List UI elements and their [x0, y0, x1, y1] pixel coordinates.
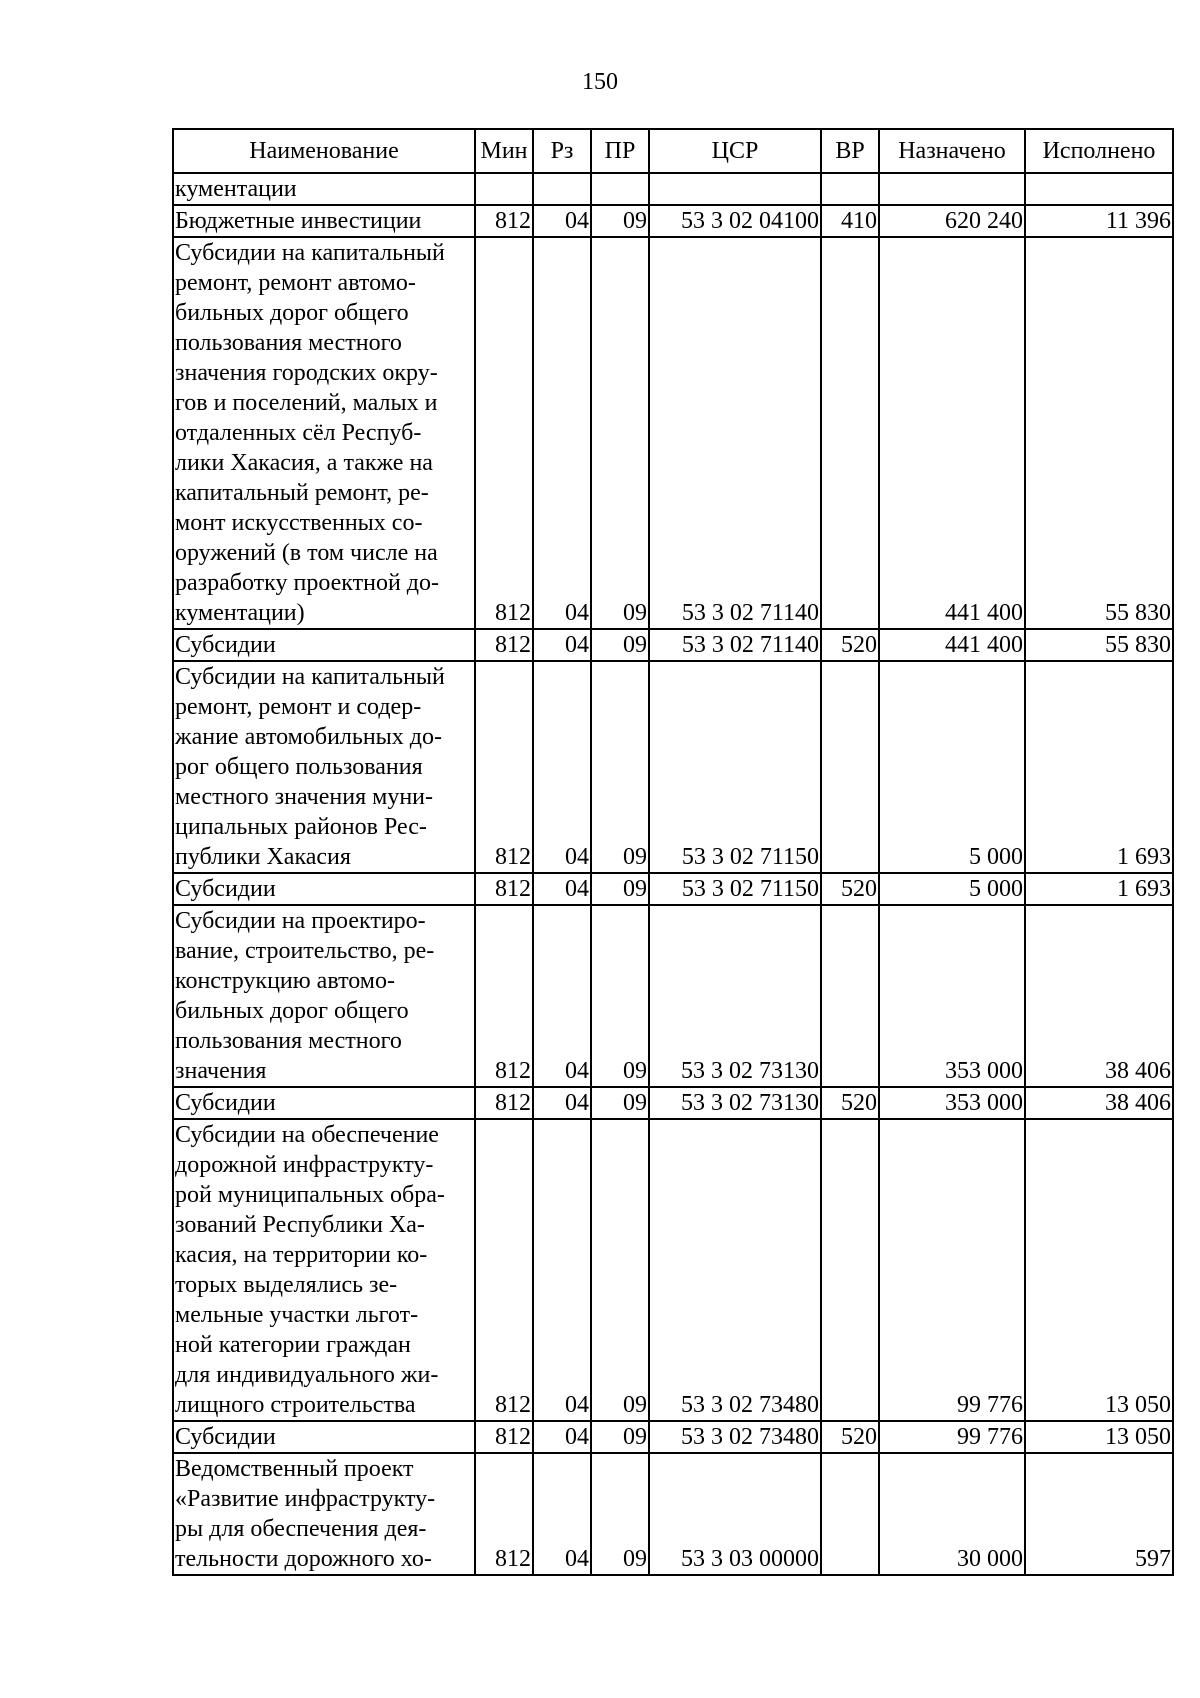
- col-header-vr: ВР: [821, 129, 879, 173]
- cell-rz: 04: [533, 1421, 591, 1453]
- table-row: [173, 629, 1173, 661]
- cell-pr: 09: [591, 905, 649, 1087]
- cell-assigned: 99 776: [879, 1119, 1025, 1421]
- cell-executed: [1025, 173, 1173, 205]
- header-row: [173, 129, 1173, 173]
- cell-pr: 09: [591, 237, 649, 629]
- cell-name: Субсидии: [173, 873, 475, 905]
- col-header-assigned: Назначено: [879, 129, 1025, 173]
- cell-min: 812: [475, 629, 533, 661]
- cell-rz: 04: [533, 873, 591, 905]
- cell-pr: 09: [591, 629, 649, 661]
- page-number: 150: [582, 69, 618, 95]
- cell-executed: 597: [1025, 1453, 1173, 1575]
- cell-executed: 55 830: [1025, 237, 1173, 629]
- cell-name: Субсидии: [173, 629, 475, 661]
- table-row: [173, 1453, 1173, 1575]
- cell-assigned: 620 240: [879, 205, 1025, 237]
- cell-assigned: 99 776: [879, 1421, 1025, 1453]
- cell-rz: 04: [533, 237, 591, 629]
- cell-assigned: 353 000: [879, 905, 1025, 1087]
- cell-assigned: 5 000: [879, 661, 1025, 873]
- cell-executed: 38 406: [1025, 905, 1173, 1087]
- cell-min: 812: [475, 237, 533, 629]
- cell-vr: 520: [821, 1087, 879, 1119]
- cell-min: 812: [475, 661, 533, 873]
- cell-csr: [649, 173, 821, 205]
- cell-csr: 53 3 02 73130: [649, 905, 821, 1087]
- cell-pr: 09: [591, 205, 649, 237]
- cell-vr: 520: [821, 1421, 879, 1453]
- cell-rz: 04: [533, 661, 591, 873]
- cell-min: 812: [475, 873, 533, 905]
- table-row: [173, 205, 1173, 237]
- cell-min: [475, 173, 533, 205]
- cell-rz: [533, 173, 591, 205]
- table-row: [173, 173, 1173, 205]
- cell-vr: 520: [821, 629, 879, 661]
- cell-rz: 04: [533, 205, 591, 237]
- cell-executed: 11 396: [1025, 205, 1173, 237]
- cell-vr: [821, 905, 879, 1087]
- cell-csr: 53 3 02 71140: [649, 629, 821, 661]
- cell-assigned: 353 000: [879, 1087, 1025, 1119]
- cell-min: 812: [475, 1119, 533, 1421]
- cell-vr: 520: [821, 873, 879, 905]
- cell-pr: 09: [591, 873, 649, 905]
- cell-assigned: 441 400: [879, 629, 1025, 661]
- cell-min: 812: [475, 1087, 533, 1119]
- cell-csr: 53 3 02 71150: [649, 873, 821, 905]
- cell-rz: 04: [533, 629, 591, 661]
- cell-csr: 53 3 02 73480: [649, 1421, 821, 1453]
- cell-executed: 13 050: [1025, 1421, 1173, 1453]
- cell-csr: 53 3 03 00000: [649, 1453, 821, 1575]
- cell-executed: 38 406: [1025, 1087, 1173, 1119]
- cell-min: 812: [475, 1453, 533, 1575]
- cell-executed: 13 050: [1025, 1119, 1173, 1421]
- cell-executed: 1 693: [1025, 661, 1173, 873]
- cell-csr: 53 3 02 73130: [649, 1087, 821, 1119]
- table-row: [173, 661, 1173, 873]
- col-header-rz: Рз: [533, 129, 591, 173]
- cell-name: Субсидии: [173, 1087, 475, 1119]
- col-header-name: Наименование: [173, 129, 475, 173]
- cell-rz: 04: [533, 1119, 591, 1421]
- col-header-min: Мин: [475, 129, 533, 173]
- cell-csr: 53 3 02 71150: [649, 661, 821, 873]
- cell-name: Ведомственный проект «Развитие инфраструкту- ры для обеспечения дея- тельности дорожного хо-: [173, 1453, 475, 1575]
- table-row: [173, 1421, 1173, 1453]
- table-row: [173, 873, 1173, 905]
- table-row: [173, 1087, 1173, 1119]
- cell-pr: 09: [591, 661, 649, 873]
- col-header-pr: ПР: [591, 129, 649, 173]
- cell-rz: 04: [533, 905, 591, 1087]
- table-row: [173, 1119, 1173, 1421]
- cell-pr: 09: [591, 1453, 649, 1575]
- cell-csr: 53 3 02 04100: [649, 205, 821, 237]
- cell-assigned: 30 000: [879, 1453, 1025, 1575]
- cell-pr: 09: [591, 1087, 649, 1119]
- cell-name: Субсидии на проектиро- вание, строительство, ре- конструкцию автомо- бильных дорог общего пользования местного значения: [173, 905, 475, 1087]
- cell-assigned: 5 000: [879, 873, 1025, 905]
- cell-min: 812: [475, 205, 533, 237]
- cell-name: Субсидии на капитальный ремонт, ремонт автомо- бильных дорог общего пользования местного значения городских окру- гов и поселений, малых и отдаленных сёл Респуб- лики Хакасия, а также на капитальный ремонт, ре- монт искусственных со- оружений (в том числе на разработку проектной до- кументации): [173, 237, 475, 629]
- cell-name: Субсидии: [173, 1421, 475, 1453]
- cell-csr: 53 3 02 71140: [649, 237, 821, 629]
- cell-assigned: [879, 173, 1025, 205]
- cell-pr: 09: [591, 1421, 649, 1453]
- cell-pr: 09: [591, 1119, 649, 1421]
- cell-name: Субсидии на обеспечение дорожной инфраструкту- рой муниципальных обра- зований Республики Ха- касия, на территории ко- торых выделялись зе- мельные участки льгот- ной категории граждан для индивидуального жи- лищного строительства: [173, 1119, 475, 1421]
- cell-csr: 53 3 02 73480: [649, 1119, 821, 1421]
- cell-vr: [821, 237, 879, 629]
- cell-executed: 1 693: [1025, 873, 1173, 905]
- cell-vr: [821, 1119, 879, 1421]
- cell-executed: 55 830: [1025, 629, 1173, 661]
- cell-vr: [821, 1453, 879, 1575]
- cell-vr: 410: [821, 205, 879, 237]
- budget-table: [172, 128, 1174, 1576]
- cell-vr: [821, 661, 879, 873]
- cell-min: 812: [475, 1421, 533, 1453]
- cell-vr: [821, 173, 879, 205]
- cell-rz: 04: [533, 1087, 591, 1119]
- col-header-csr: ЦСР: [649, 129, 821, 173]
- table-row: [173, 237, 1173, 629]
- cell-name: кументации: [173, 173, 475, 205]
- cell-name: Бюджетные инвестиции: [173, 205, 475, 237]
- cell-rz: 04: [533, 1453, 591, 1575]
- col-header-executed: Исполнено: [1025, 129, 1173, 173]
- cell-pr: [591, 173, 649, 205]
- cell-min: 812: [475, 905, 533, 1087]
- cell-assigned: 441 400: [879, 237, 1025, 629]
- table-row: [173, 905, 1173, 1087]
- cell-name: Субсидии на капитальный ремонт, ремонт и содер- жание автомобильных до- рог общего пользования местного значения муни- ципальных районов Рес- публики Хакасия: [173, 661, 475, 873]
